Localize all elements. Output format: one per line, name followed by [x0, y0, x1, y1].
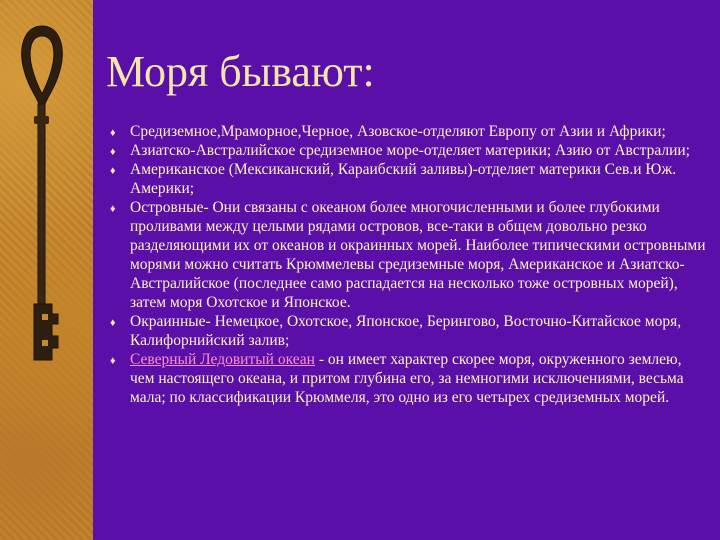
diamond-bullet-icon: ♦	[110, 355, 116, 367]
old-key-icon	[12, 18, 72, 528]
diamond-bullet-icon: ♦	[110, 203, 116, 215]
list-item-text: Американское (Мексиканский, Караибский заливы)-отделяет материки Сев.и Юж. Америки;	[130, 161, 677, 197]
diamond-bullet-icon: ♦	[110, 127, 116, 139]
list-item	[108, 122, 708, 141]
diamond-bullet-icon: ♦	[110, 146, 116, 158]
list-item-text: Окраинные- Немецкое, Охотское, Японское, Берингово, Восточно-Китайское моря, Калифорнийский залив;	[130, 313, 682, 349]
diamond-bullet-icon: ♦	[110, 165, 116, 177]
list-item	[108, 198, 708, 312]
list-item	[108, 312, 708, 350]
list-item-text: Азиатско-Австралийское средиземное море-отделяет материки; Азию от Австралии;	[130, 142, 690, 159]
list-item	[108, 350, 708, 407]
arctic-ocean-link[interactable]: Северный Ледовитый океан	[130, 351, 315, 368]
list-item-text: Средиземное,Мраморное,Черное, Азовское-отделяют Европу от Азии и Африки;	[130, 123, 666, 140]
list-item	[108, 160, 708, 198]
diamond-bullet-icon: ♦	[110, 317, 116, 329]
list-item-text: Островные- Они связаны с океаном более многочисленными и более глубокими проливами между целыми рядами островов, все-таки в общем довольно резко разделяющими их от океанов и окраинных морей. Наиболее типическими островными морями можно считать Крюммелевы средиземные моря, Американское и Азиатско-Австралийское (последнее само распадается на несколько тоже островных морей), затем моря Охотское и Японское.	[130, 199, 706, 311]
list-item	[108, 141, 708, 160]
list-item-text: - он имеет характер скорее моря, окруженного землею, чем настоящего океана, и притом глубина его, за немногими исключениями, весьма мала; по классификации Крюммеля, это одно из его четырех средиземных морей.	[130, 351, 684, 406]
slide-title: Моря бывают:	[106, 47, 375, 96]
decorative-left-panel	[0, 0, 93, 540]
bullet-list	[108, 122, 708, 407]
